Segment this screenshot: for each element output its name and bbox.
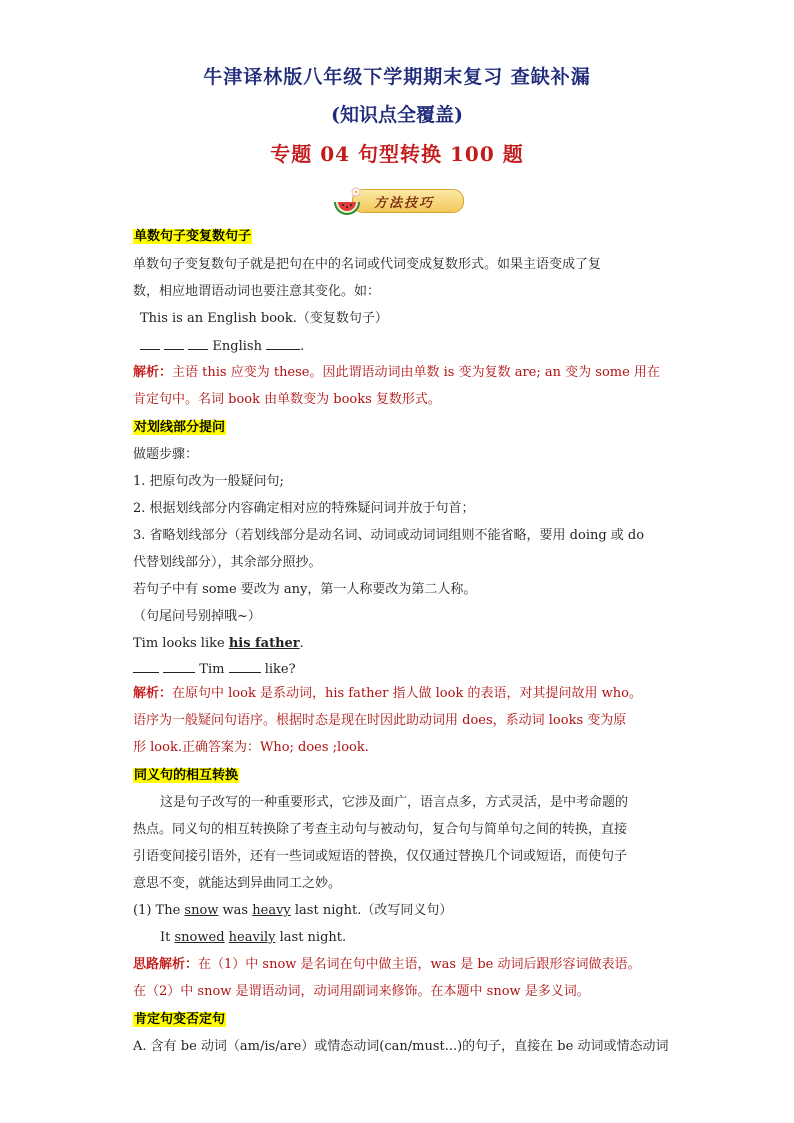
- section-heading: 肯定句变否定句: [134, 1012, 226, 1027]
- paragraph-line: 热点。同义句的相互转换除了考查主动句与被动句，复合句与简单句之间的转换，直接: [133, 822, 628, 837]
- document-subtitle: (知识点全覆盖): [331, 104, 463, 126]
- example-sentence: (1) The snow was heavy last night.（改写同义句）: [133, 903, 453, 918]
- method-tips-badge: [330, 182, 465, 216]
- analysis-line: 在（2）中 snow 是谓语动词，动词用副词来修饰。在本题中 snow 是多义词。: [133, 984, 590, 999]
- paragraph-line: 数，相应地谓语动词也要注意其变化。如：: [133, 284, 381, 299]
- analysis-line: 思路解析：在（1）中 snow 是名词在句中做主语，was 是 be 动词后跟形容词做表语。: [133, 957, 641, 972]
- paragraph-line: 引语变间接引语外，还有一些词或短语的替换，仅仅通过替换几个词或短语，而使句子: [133, 849, 628, 864]
- blank-sentence: English .: [140, 336, 304, 357]
- step-item: 1. 把原句改为一般疑问句;: [133, 474, 284, 489]
- analysis-line: 解析：在原句中 look 是系动词，his father 指人做 look 的表语，对其提问故用 who。: [133, 686, 642, 701]
- steps-title: 做题步骤：: [133, 447, 199, 462]
- example-sentence: Tim looks like his father.: [133, 636, 304, 651]
- badge-label: 方法技巧: [374, 196, 435, 211]
- note-line: 若句子中有 some 要改为 any，第一人称要改为第二人称。: [133, 582, 477, 597]
- document-title: 牛津译林版八年级下学期期末复习 查缺补漏: [203, 66, 591, 88]
- analysis-line: 解析：主语 this 应变为 these。因此谓语动词由单数 is 变为复数 are; an 变为 some 用在: [133, 365, 660, 380]
- example-sentence: This is an English book.（变复数句子）: [140, 311, 388, 326]
- paragraph-line: 这是句子改写的一种重要形式，它涉及面广，语言点多，方式灵活，是中考命题的: [160, 795, 629, 810]
- analysis-line: 肯定句中。名词 book 由单数变为 books 复数形式。: [133, 392, 441, 407]
- analysis-line: 形 look.正确答案为：Who; does ;look.: [133, 740, 369, 755]
- section-heading: 同义句的相互转换: [134, 768, 239, 783]
- analysis-line: 语序为一般疑问句语序。根据时态是现在时因此助动词用 does，系动词 looks 变为原: [133, 713, 627, 728]
- step-item: 代替划线部分），其余部分照抄。: [133, 555, 322, 570]
- example-sentence: It snowed heavily last night.: [160, 930, 347, 945]
- watermelon-icon: [330, 182, 364, 216]
- paragraph-line: 意思不变，就能达到异曲同工之妙。: [133, 876, 342, 891]
- note-line: （句尾问号别掉哦~）: [133, 609, 261, 624]
- step-item: 2. 根据划线部分内容确定相对应的特殊疑问词并放于句首；: [133, 501, 475, 516]
- paragraph-line: A. 含有 be 动词（am/is/are）或情态动词(can/must...)的句子，直接在 be 动词或情态动词: [133, 1039, 669, 1054]
- blank-sentence: Tim like?: [133, 659, 296, 680]
- paragraph-line: 单数句子变复数句子就是把句在中的名词或代词变成复数形式。如果主语变成了复: [133, 257, 602, 272]
- topic-title: 专题 04 句型转换 100 题: [270, 142, 524, 166]
- step-item: 3. 省略划线部分（若划线部分是动名词、动词或动词词组则不能省略，要用 doing 或 do: [133, 528, 645, 543]
- section-heading: 单数句子变复数句子: [134, 229, 252, 244]
- section-heading: 对划线部分提问: [134, 420, 226, 435]
